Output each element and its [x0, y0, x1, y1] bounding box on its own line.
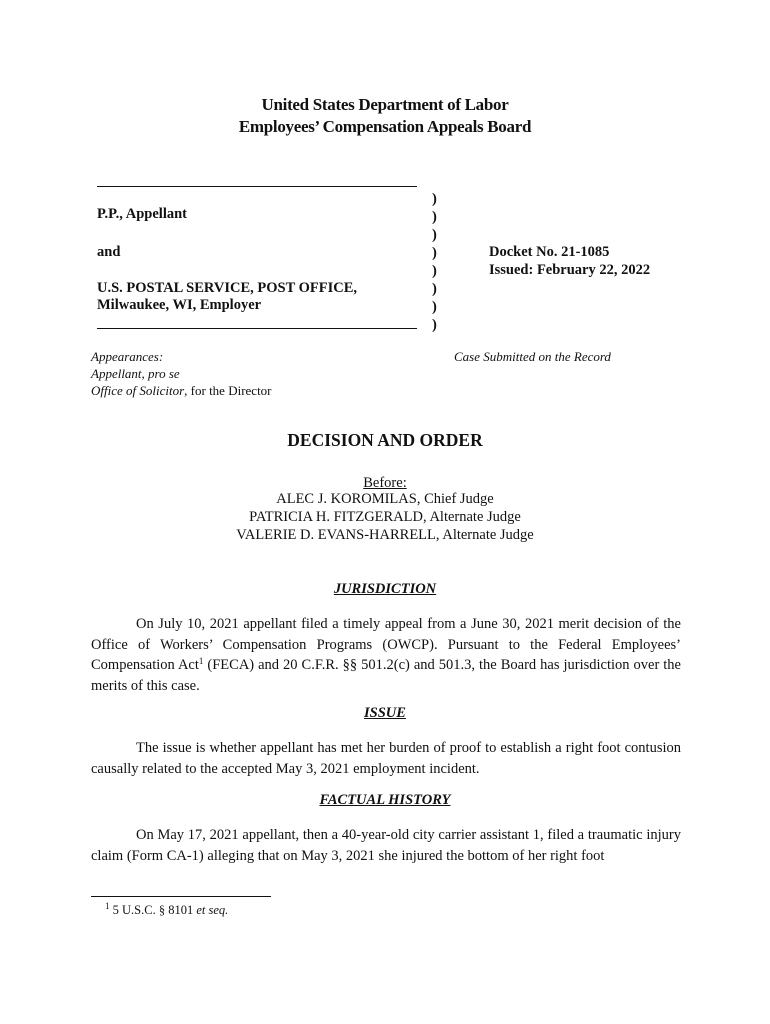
paren: ) [432, 227, 437, 243]
judge-3: VALERIE D. EVANS-HARRELL, Alternate Judge [236, 527, 534, 543]
footnote [105, 903, 228, 918]
footnote-rule [91, 896, 271, 897]
appellant-pro-se: Appellant, pro se [91, 366, 180, 381]
issue-heading: ISSUE [364, 705, 406, 721]
caption-bottom-rule [97, 328, 417, 329]
employer-line-1: U.S. POSTAL SERVICE, POST OFFICE, [97, 280, 358, 296]
appearances-label: Appearances: [91, 349, 164, 364]
caption-and: and [97, 244, 121, 260]
solicitor-label: Office of Solicitor [91, 383, 185, 398]
paren: ) [432, 317, 437, 333]
case-submitted: Case Submitted on the Record [454, 349, 611, 364]
footnote-text: 5 U.S.C. § 8101 [112, 903, 194, 917]
jurisdiction-heading: JURISDICTION [333, 581, 437, 597]
appellant-name: P.P., Appellant [97, 206, 187, 222]
paren: ) [432, 209, 437, 225]
before-text: Before: [363, 475, 407, 491]
decision-title: DECISION AND ORDER [287, 430, 483, 450]
judge-1: ALEC J. KOROMILAS, Chief Judge [276, 491, 494, 507]
solicitor-role: , for the Director [184, 383, 272, 398]
jurisdiction-text-1: On July 10, 2021 appellant filed a timely appeal from a June 30, 2021 merit decision of the Office of Workers’ Compensation Programs (OWCP). Pursuant to the Federal Employees’ Compensation Act [91, 616, 681, 673]
agency-title: United States Department of Labor [261, 95, 509, 114]
before-label [0, 475, 770, 492]
paren: ) [432, 299, 437, 315]
caption-top-rule [97, 186, 417, 187]
paren: ) [432, 245, 437, 261]
judge-2: PATRICIA H. FITZGERALD, Alternate Judge [249, 509, 521, 525]
solicitor-line [91, 383, 272, 399]
docket-number: Docket No. 21-1085 [489, 244, 610, 260]
footnote-number: 1 [105, 901, 110, 911]
jurisdiction-text-2: (FECA) and 20 C.F.R. §§ 501.2(c) and 501.3, the Board has jurisdiction over the merits of this case. [91, 657, 681, 694]
issued-date: Issued: February 22, 2022 [489, 262, 651, 278]
employer-line-2: Milwaukee, WI, Employer [97, 297, 262, 313]
footnote-ref: 1 [198, 656, 204, 666]
issue-paragraph: The issue is whether appellant has met her burden of proof to establish a right foot contusion causally related to the accepted May 3, 2021 employment incident. [91, 740, 681, 777]
paren: ) [432, 281, 437, 297]
factual-history-paragraph: On May 17, 2021 appellant, then a 40-year-old city carrier assistant 1, filed a traumatic injury claim (Form CA-1) alleging that on May 3, 2021 she injured the bottom of her right foot [91, 827, 681, 864]
jurisdiction-paragraph [91, 614, 681, 696]
paren: ) [432, 191, 437, 207]
paren: ) [432, 263, 437, 279]
factual-history-heading: FACTUAL HISTORY [319, 792, 451, 808]
board-title: Employees’ Compensation Appeals Board [238, 117, 532, 136]
caption-parens [432, 190, 437, 334]
footnote-italic: et seq. [196, 903, 229, 917]
